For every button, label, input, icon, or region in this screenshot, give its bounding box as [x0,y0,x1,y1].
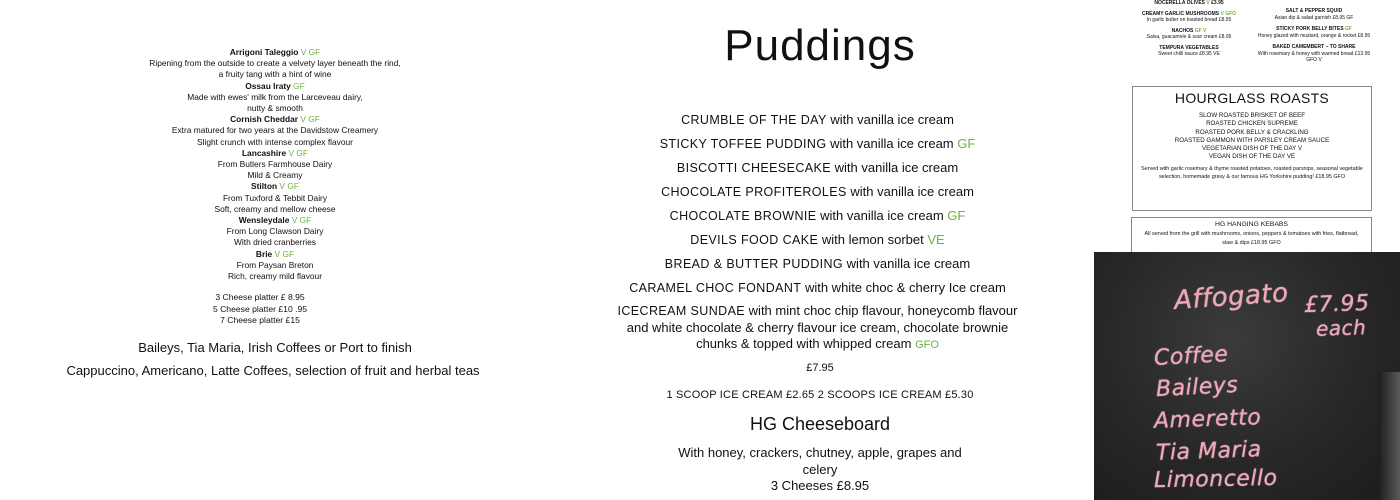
starter-name: SALT & PEPPER SQUID [1285,8,1343,14]
starters-left-column [1130,0,1248,62]
dietary-tag: V [1206,0,1210,6]
cheese-desc: Ripening from the outside to create a velvety layer beneath the rind, [149,58,401,69]
chalk-item-amaretto: Ameretto [1153,405,1262,434]
platter-3: 3 Cheese platter £ 8.95 [215,292,305,302]
pudding-item [605,108,1030,132]
kebabs-desc: All served from the grill with mushrooms, onions, peppers & tomatoes with fries, flatbread, slaw & dips £18.95 GFO [1144,231,1359,246]
cheese-item [130,148,420,159]
starters-right-column [1255,8,1373,69]
cheese-desc: Soft, creamy and mellow cheese [214,203,336,214]
cheese-name: Brie [255,248,273,259]
puddings-list [605,108,1030,354]
pudding-desc: with vanilla ice cream [850,184,974,199]
cheese-item [130,249,420,260]
pudding-name: CHOCOLATE BROWNIE [669,209,817,223]
cheese-desc: Rich, creamy mild flavour [227,271,322,282]
chalk-price: £7.95 [1303,290,1370,319]
puddings-title: Puddings [724,21,916,70]
cheese-item [130,47,420,58]
starter-desc: With rosemary & honey with warmed bread £13.95 GFO V [1257,50,1371,63]
pudding-desc: with mint choc chip flavour, honeycomb flavour and white chocolate & cherry flavour ice cream, chocolate brownie chunks & topped with whipped cream [626,303,1018,351]
cheese-name: Arrigoni Taleggio [229,47,299,57]
starter-name: NACHOS [1171,27,1194,34]
finish-drinks-line: Baileys, Tia Maria, Irish Coffees or Port to finish [138,340,412,355]
chalk-item-baileys: Baileys [1155,372,1239,403]
cheeseboard-title: HG Cheeseboard [749,414,891,434]
starter-desc: Asian dip & salad garnish £8.95 GF [1274,14,1354,21]
pudding-item-sundae [605,303,1030,354]
chalk-each: each [1315,315,1367,341]
roast-item: VEGAN DISH OF THE DAY VE [1208,153,1296,161]
pudding-item [605,132,1030,156]
cheese-name: Ossau Iraty [245,80,291,91]
chalk-title: Affogato [1173,278,1290,316]
cheese-desc: From Long Clawson Dairy [226,226,324,237]
chalk-item-tia-maria: Tia Maria [1155,437,1263,466]
starter-name: CREAMY GARLIC MUSHROOMS [1141,10,1220,17]
chalk-item-coffee: Coffee [1153,342,1229,371]
kebabs-box [1131,217,1372,257]
cheese-desc: Extra matured for two years at the Davidstow Creamery [171,125,379,136]
platter-7: 7 Cheese platter £15 [220,315,300,326]
cheese-desc: From Tuxford & Tebbit Dairy [222,192,328,203]
kebabs-title: HG HANGING KEBABS [1215,221,1288,228]
starter-name: TEMPURA VEGETABLES [1159,44,1219,51]
pudding-item [605,276,1030,300]
starter-name: BAKED CAMEMBERT – TO SHARE [1272,44,1356,50]
roast-item: ROASTED PORK BELLY & CRACKLING [1195,128,1309,136]
roasts-served-text: Served with garlic rosemary & thyme roasted potatoes, roasted parsnips, seasonal vegetable selection, homemade gravy & our famous HG Yorkshire pudding! £18.95 GFO [1141,165,1363,181]
cheese-platters [170,292,350,327]
dietary-tag: GF V [1194,27,1207,34]
pudding-desc: with white choc & cherry Ice cream [804,280,1006,295]
pudding-desc: with vanilla ice cream [846,256,971,271]
cheeseboard-price: 3 Cheeses £8.95 [770,478,870,493]
cheese-desc: From Butlers Farmhouse Dairy [217,159,333,170]
dietary-tag: V GF [288,147,309,158]
cheese-name: Stilton [251,181,278,192]
starters-section [1130,0,1375,80]
starter-item [1255,44,1373,64]
cheeseboard-desc [660,445,980,495]
cheese-name: Cornish Cheddar [230,114,299,125]
dietary-tag: V GFO [1220,10,1237,17]
roast-item: ROASTED GAMMON WITH PARSLEY CREAM SAUCE [1174,136,1330,144]
dietary-tag: GF [293,80,305,91]
chalkboard-photo [1094,252,1400,500]
cheese-name: Wensleydale [238,215,290,226]
cheese-item [130,81,420,92]
pudding-name: STICKY TOFFEE PUDDING [659,137,827,151]
dietary-tag: V GF [291,215,312,226]
chalk-item-limoncello: Limoncello [1153,465,1278,494]
starter-item [1255,8,1373,21]
cheese-desc: a fruity tang with a hint of wine [218,69,332,80]
pudding-name: DEVILS FOOD CAKE [690,233,819,247]
roast-item: VEGETARIAN DISH OF THE DAY V [1202,145,1302,153]
pudding-name: BREAD & BUTTER PUDDING [664,257,844,271]
starter-item [1130,45,1248,58]
starter-price: £3.95 [1211,0,1224,6]
cheese-desc: Mild & Creamy [247,170,303,181]
starter-title [1130,0,1248,7]
pudding-desc: with vanilla ice cream [830,136,954,151]
cheeseboard-desc-text: With honey, crackers, chutney, apple, grapes and celery [678,445,962,477]
pudding-desc: with lemon sorbet [821,232,924,247]
pudding-desc: with vanilla ice cream [834,160,959,175]
pudding-name: BISCOTTI CHEESECAKE [676,161,831,175]
pudding-name: CHOCOLATE PROFITEROLES [661,185,847,199]
coffees-line: Cappuccino, Americano, Latte Coffees, selection of fruit and herbal teas [66,363,480,378]
dietary-tag: VE [927,232,945,247]
starter-name: NOCERELLA OLIVES [1154,0,1205,6]
cheese-desc: From Paysan Breton [236,259,314,270]
puddings-price: £7.95 [806,362,834,374]
dietary-tag: V GF [279,181,299,192]
cheese-item [130,181,420,192]
pudding-name: ICECREAM SUNDAE [617,304,746,318]
starter-item [1255,26,1373,39]
cheese-desc: With dried cranberries [234,237,316,248]
dietary-tag: GF [1344,26,1352,32]
pudding-item [605,204,1030,228]
dietary-tag: GF [957,136,976,151]
starter-title [1255,44,1373,51]
chalkboard-frame-edge [1378,372,1400,500]
starter-item [1130,11,1248,24]
cheese-list [130,47,420,282]
roasts-title: HOURGLASS ROASTS [1174,90,1330,106]
starter-desc: Salsa, guacamole & sour cream £8.95 [1146,34,1232,40]
cheese-desc: Made with ewes' milk from the Larceveau dairy, [187,91,363,102]
pudding-item [605,252,1030,276]
roast-item: ROASTED CHICKEN SUPREME [1206,120,1298,128]
starter-desc: Sweet chilli sauce £8.95 VE [1158,51,1220,57]
starter-desc: In garlic butter on toasted bread £8.95 [1146,17,1232,23]
roast-item: SLOW ROASTED BRISKET OF BEEF [1198,112,1306,119]
dietary-tag: V GF [300,114,320,125]
starter-name: STICKY PORK BELLY BITES [1276,26,1344,32]
dietary-tag: GFO [915,339,939,351]
pudding-desc: with vanilla ice cream [830,112,954,127]
starter-item [1130,0,1248,7]
pudding-item [605,156,1030,180]
roasts-items [1133,112,1371,162]
cheese-desc: nutty & smooth [247,103,303,114]
pudding-item [605,228,1030,252]
pudding-name: CRUMBLE OF THE DAY [681,113,827,127]
platter-5: 5 Cheese platter £10 .95 [212,303,308,314]
ice-cream-scoops: 1 SCOOP ICE CREAM £2.65 2 SCOOPS ICE CREAM £5.30 [666,389,974,401]
dietary-tag: V GF [274,248,295,259]
starter-item [1130,28,1248,41]
cheese-item [130,215,420,226]
pudding-item [605,180,1030,204]
cheese-desc: Slight crunch with intense complex flavour [197,136,353,147]
pudding-desc: with vanilla ice cream [820,208,944,223]
pudding-name: CARAMEL CHOC FONDANT [629,281,802,295]
roasts-box [1132,86,1372,211]
starter-desc: Honey glazed with mustard, orange & rocket £8.95 [1257,32,1371,39]
dietary-tag: GF [947,208,966,223]
dietary-tag: V GF [300,47,321,57]
cheese-name: Lancashire [241,147,287,158]
cheese-item [130,114,420,125]
